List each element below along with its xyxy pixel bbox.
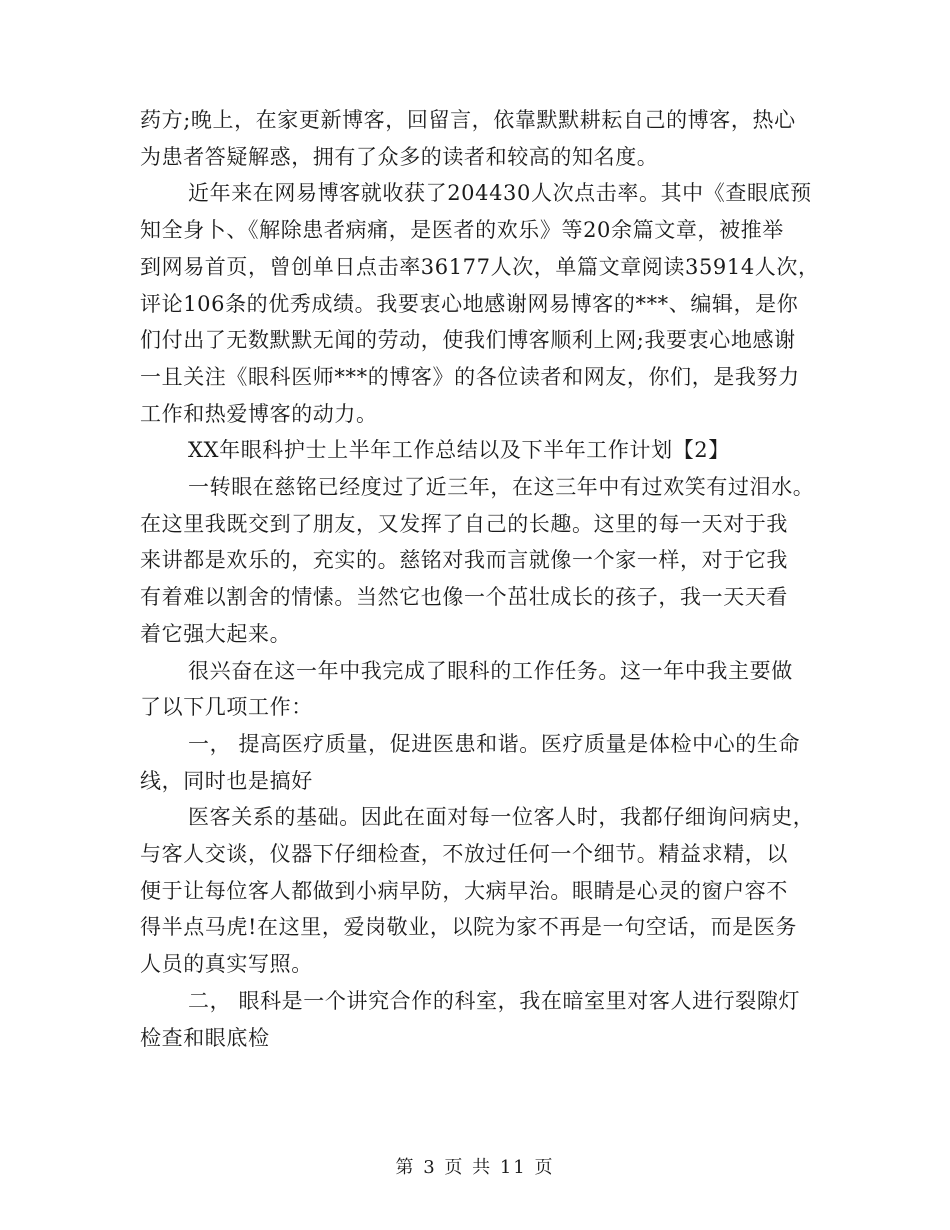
text-line: 知全身卜、《解除患者病痛，是医者的欢乐》等20余篇文章，被推举 [140,218,784,243]
paragraph-6 [140,726,815,799]
text-line: 便于让每位客人都做到小病早防，大病早治。眼睛是心灵的窗户容不 [140,878,788,903]
text-line: 二， 眼科是一个讲究合作的科室，我在暗室里对客人进行裂隙灯 [188,988,801,1013]
text-line: 到网易首页，曾创单日点击率36177人次，单篇文章阅读35914人次， [140,254,820,279]
text-line: 人员的真实写照。 [140,952,313,977]
text-line: 有着难以割舍的情愫。当然它也像一个茁壮成长的孩子，我一天天看 [140,585,788,610]
text-line: 为患者答疑解惑，拥有了众多的读者和较高的知名度。 [140,144,659,169]
text-line: 近年来在网易博客就收获了204430人次点击率。其中《查眼底预 [188,181,812,206]
text-line: 在这里我既交到了朋友，又发挥了自己的长趣。这里的每一天对于我 [140,511,788,536]
page-number-footer: 第 3 页 共 11 页 [395,1157,555,1178]
paragraph-7 [140,799,815,983]
paragraph-1 [140,102,815,175]
section-heading [140,432,815,469]
paragraph-2 [140,175,820,432]
text-line: 们付出了无数默默无闻的劳动，使我们博客顺利上网;我要衷心地感谢 [140,328,796,353]
text-line: 检查和眼底检 [140,1025,270,1050]
text-line: 着它强大起来。 [140,621,292,646]
text-line: 一且关注《眼科医师***的博客》的各位读者和网友，你们，是我努力 [140,364,800,389]
text-line: 与客人交谈，仪器下仔细检查，不放过任何一个细节。精益求精，以 [140,842,788,867]
text-line: 得半点马虎!在这里，爱岗敬业，以院为家不再是一句空话，而是医务 [140,915,798,940]
text-line: XX年眼科护士上半年工作总结以及下半年工作计划【2】 [188,438,730,463]
text-line: 来讲都是欢乐的，充实的。慈铭对我而言就像一个家一样，对于它我 [140,548,788,573]
text-line: 了以下几项工作： [140,695,313,720]
text-line: 一转眼在慈铭已经度过了近三年，在这三年中有过欢笑有过泪水。 [188,475,815,500]
text-line: 线，同时也是搞好 [140,768,313,793]
paragraph-8 [140,983,815,1056]
text-line: 很兴奋在这一年中我完成了眼科的工作任务。这一年中我主要做 [188,658,793,683]
text-line: 医客关系的基础。因此在面对每一位客人时，我都仔细询问病史， [188,805,815,830]
text-line: 药方;晚上，在家更新博客，回留言，依靠默默耕耘自己的博客，热心 [140,108,796,132]
text-line: 一， 提高医疗质量，促进医患和谐。医疗质量是体检中心的生命 [188,731,801,756]
paragraph-4 [140,469,815,653]
text-line: 工作和热爱博客的动力。 [140,401,378,426]
text-line: 评论106条的优秀成绩。我要衷心地感谢网易博客的***、编辑，是你 [140,291,799,316]
document-body [140,102,820,1056]
paragraph-5 [140,653,815,726]
